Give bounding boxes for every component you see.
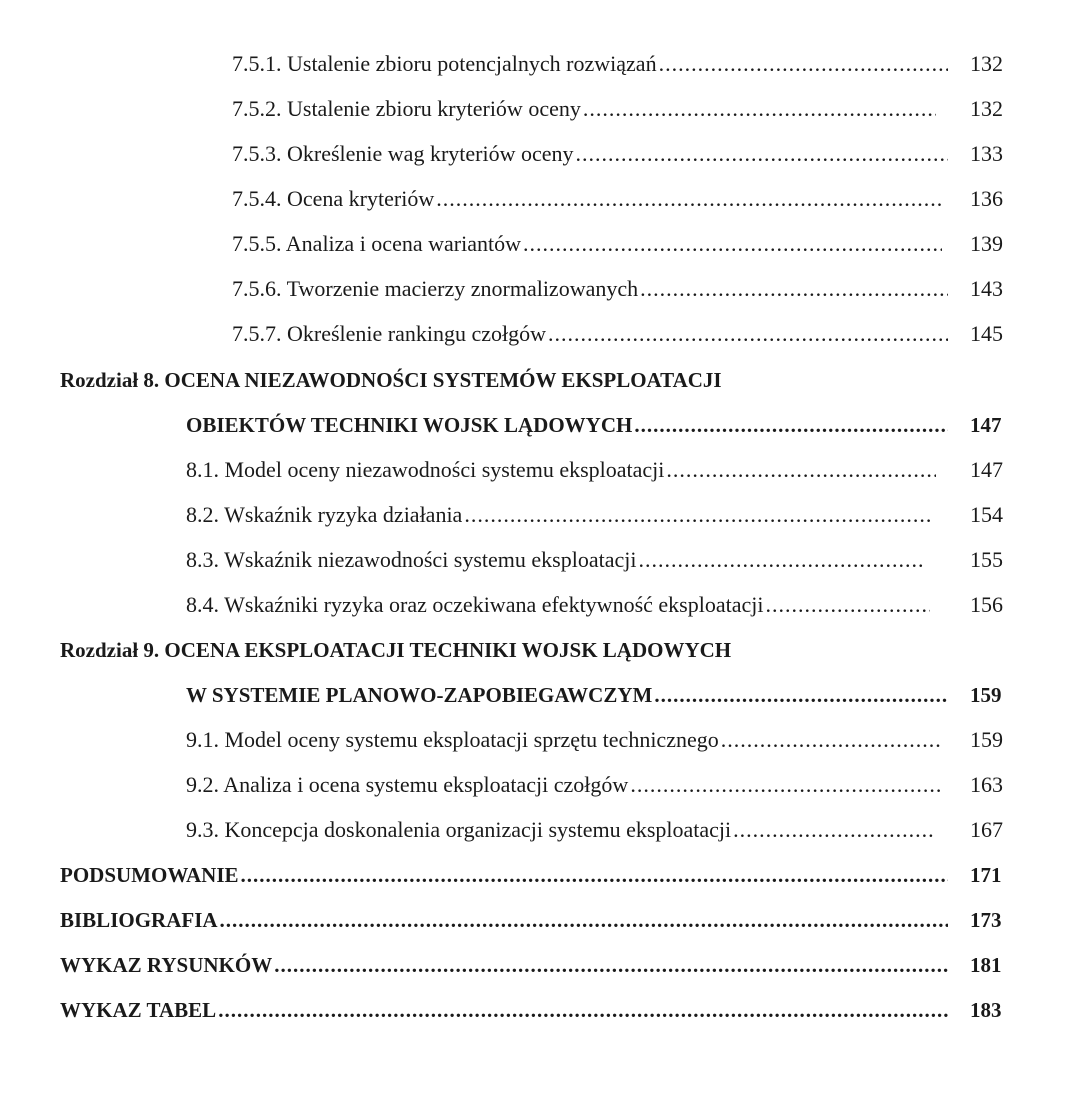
dot-leader xyxy=(274,945,948,985)
toc-entry-title: 7.5.5. Analiza i ocena wariantów xyxy=(232,231,521,256)
back-matter-entry xyxy=(60,990,950,1030)
toc-entry-page: 155 xyxy=(970,547,1003,572)
toc-entry-page: 159 xyxy=(970,727,1003,752)
toc-entry xyxy=(232,179,944,219)
chapter-heading: Rozdział 8. OCENA NIEZAWODNOŚCI SYSTEMÓW EKSPLOATACJI xyxy=(60,368,722,392)
toc-entry xyxy=(186,765,944,805)
toc-entry xyxy=(186,585,932,625)
toc-entry-page: 132 xyxy=(970,96,1003,121)
dot-leader xyxy=(765,585,930,625)
dot-leader xyxy=(218,990,948,1030)
back-matter-title: PODSUMOWANIE xyxy=(60,863,239,887)
toc-entry-page: 133 xyxy=(970,141,1003,166)
dot-leader xyxy=(638,540,924,580)
dot-leader xyxy=(666,450,936,490)
chapter-heading-title: W SYSTEMIE PLANOWO-ZAPOBIEGAWCZYM xyxy=(186,683,653,707)
chapter-page: 159 xyxy=(970,683,1002,707)
toc-entry xyxy=(232,314,950,354)
dot-leader xyxy=(721,720,942,760)
dot-leader xyxy=(640,269,948,309)
toc-entry xyxy=(186,720,944,760)
dot-leader xyxy=(436,179,942,219)
dot-leader xyxy=(220,900,948,940)
toc-entry-page: 139 xyxy=(970,231,1003,256)
toc-entry xyxy=(186,540,926,580)
toc-entry xyxy=(232,224,944,264)
toc-entry-title: 7.5.2. Ustalenie zbioru kryteriów oceny xyxy=(232,96,581,121)
toc-entry-page: 136 xyxy=(970,186,1003,211)
dot-leader xyxy=(583,89,936,129)
toc-entry-page: 154 xyxy=(970,502,1003,527)
toc-entry-title: 8.2. Wskaźnik ryzyka działania xyxy=(186,502,463,527)
toc-entry-page: 147 xyxy=(970,457,1003,482)
toc-entry-page: 167 xyxy=(970,817,1003,842)
back-matter-title: WYKAZ RYSUNKÓW xyxy=(60,953,273,977)
toc-entry-page: 132 xyxy=(970,51,1003,76)
toc-entry-title: 7.5.6. Tworzenie macierzy znormalizowanych xyxy=(232,276,639,301)
back-matter-entry xyxy=(60,945,950,985)
toc-entry xyxy=(186,810,938,850)
chapter-heading-line xyxy=(186,405,950,445)
dot-leader xyxy=(659,44,948,84)
back-matter-title: WYKAZ TABEL xyxy=(60,998,217,1022)
back-matter-title: BIBLIOGRAFIA xyxy=(60,908,218,932)
toc-entry xyxy=(232,89,938,129)
toc-entry-page: 163 xyxy=(970,772,1003,797)
dot-leader xyxy=(241,855,948,895)
back-matter-page: 171 xyxy=(970,863,1002,887)
toc-entry-title: 8.3. Wskaźnik niezawodności systemu eksploatacji xyxy=(186,547,637,572)
toc-entry-title: 7.5.7. Określenie rankingu czołgów xyxy=(232,321,547,346)
toc-entry xyxy=(186,495,932,535)
dot-leader xyxy=(733,810,936,850)
toc-entry-title: 9.2. Analiza i ocena systemu eksploatacji czołgów xyxy=(186,772,629,797)
toc-entry xyxy=(232,269,950,309)
dot-leader xyxy=(634,405,948,445)
toc-entry xyxy=(232,134,950,174)
dot-leader xyxy=(548,314,948,354)
toc-entry-page: 156 xyxy=(970,592,1003,617)
toc-entry-page: 145 xyxy=(970,321,1003,346)
back-matter-entry xyxy=(60,855,950,895)
toc-entry xyxy=(186,450,938,490)
toc-entry-title: 8.4. Wskaźniki ryzyka oraz oczekiwana efektywność eksploatacji xyxy=(186,592,764,617)
dot-leader xyxy=(576,134,948,174)
toc-entry-title: 8.1. Model oceny niezawodności systemu eksploatacji xyxy=(186,457,665,482)
back-matter-page: 173 xyxy=(970,908,1002,932)
chapter-heading: Rozdział 9. OCENA EKSPLOATACJI TECHNIKI WOJSK LĄDOWYCH xyxy=(60,638,732,662)
toc-entry xyxy=(232,44,950,84)
toc-entry-page: 143 xyxy=(970,276,1003,301)
dot-leader xyxy=(523,224,942,264)
chapter-heading-title: OBIEKTÓW TECHNIKI WOJSK LĄDOWYCH xyxy=(186,413,633,437)
back-matter-entry xyxy=(60,900,950,940)
toc-entry-title: 7.5.3. Określenie wag kryteriów oceny xyxy=(232,141,574,166)
dot-leader xyxy=(464,495,930,535)
dot-leader xyxy=(654,675,948,715)
back-matter-page: 183 xyxy=(970,998,1002,1022)
chapter-heading-line xyxy=(186,675,950,715)
chapter-page: 147 xyxy=(970,413,1002,437)
dot-leader xyxy=(630,765,942,805)
toc-entry-title: 9.3. Koncepcja doskonalenia organizacji systemu eksploatacji xyxy=(186,817,732,842)
toc-entry-title: 7.5.1. Ustalenie zbioru potencjalnych rozwiązań xyxy=(232,51,657,76)
toc-entry-title: 7.5.4. Ocena kryteriów xyxy=(232,186,435,211)
toc-entry-title: 9.1. Model oceny systemu eksploatacji sprzętu technicznego xyxy=(186,727,719,752)
back-matter-page: 181 xyxy=(970,953,1002,977)
